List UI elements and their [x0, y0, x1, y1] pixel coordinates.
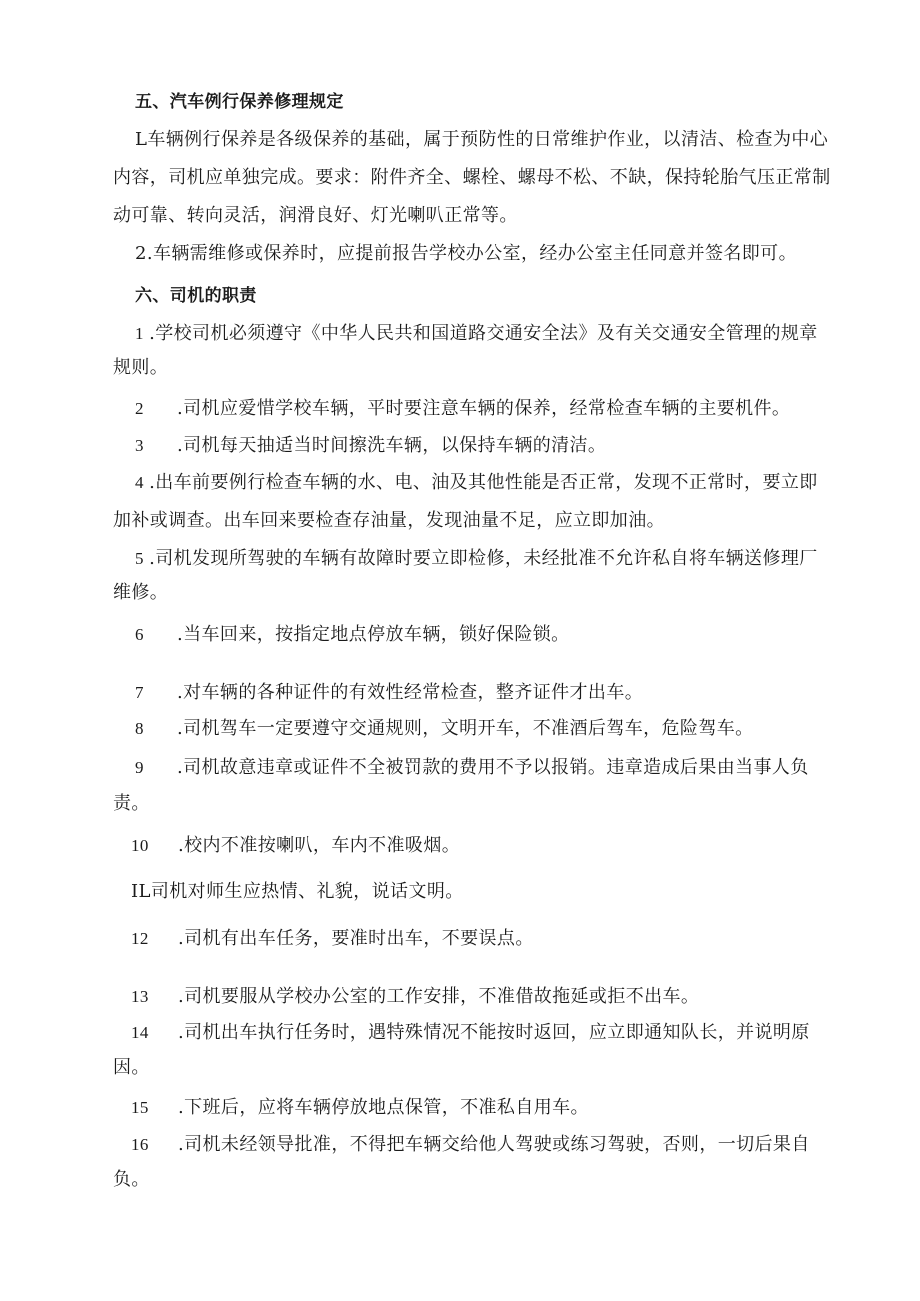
s6-item-1-cont: 规则。: [113, 357, 169, 378]
s5-item2: 2.车辆需维修或保养时，应提前报告学校办公室，经办公室主任同意并签名即可。: [135, 243, 797, 264]
item-number: 3: [135, 436, 144, 455]
s6-item-9: [135, 756, 809, 780]
s6-item-14-cont: 因。: [113, 1057, 150, 1078]
s5-item1-line3: 动可靠、转向灵活，润滑良好、灯光喇叭正常等。: [113, 205, 518, 226]
s5-item1-line2: 内容，司机应单独完成。要求：附件齐全、螺栓、螺母不松、不缺，保持轮胎气压正常制: [113, 167, 831, 188]
item-number: 2: [135, 399, 144, 418]
s5-item1-line1: L车辆例行保养是各级保养的基础，属于预防性的日常维护作业，以清洁、检查为中心: [135, 129, 829, 150]
s6-item-16: [131, 1133, 810, 1157]
s6-item-13: [131, 985, 699, 1009]
item-text: .司机应爱惜学校车辆，平时要注意车辆的保养，经常检查车辆的主要机件。: [177, 398, 791, 419]
item-text: IL司机对师生应热情、礼貌，说话文明。: [131, 881, 464, 902]
item-text: .下班后，应将车辆停放地点保管，不准私自用车。: [178, 1097, 589, 1118]
item-text: .出车前要例行检查车辆的水、电、油及其他性能是否正常，发现不正常时，要立即: [143, 472, 818, 493]
s6-item-9-cont: 责。: [113, 793, 150, 814]
s6-item-3: [135, 434, 606, 458]
section6-heading: 六、司机的职责: [135, 286, 257, 306]
s6-item-12: [131, 927, 534, 951]
item-number: 6: [135, 625, 144, 644]
item-number: 15: [131, 1098, 149, 1117]
item-text: .司机故意违章或证件不全被罚款的费用不予以报销。违章造成后果由当事人负: [177, 757, 809, 778]
item-text: .对车辆的各种证件的有效性经常检查，整齐证件才出车。: [177, 682, 644, 703]
item-number: 14: [131, 1023, 149, 1042]
s6-item-4-cont: 加补或调查。出车回来要检查存油量，发现油量不足，应立即加油。: [113, 510, 665, 531]
s6-item-16-cont: 负。: [113, 1169, 150, 1190]
s6-item-6: [135, 623, 570, 647]
item-number: 4: [135, 473, 144, 492]
item-number: 16: [131, 1135, 149, 1154]
item-number: 13: [131, 987, 149, 1006]
s6-item-2: [135, 397, 790, 421]
s6-item-1: [135, 322, 818, 346]
item-text: .司机发现所驾驶的车辆有故障时要立即检修，未经批准不允许私自将车辆送修理厂: [143, 548, 818, 569]
item-number: 1: [135, 324, 144, 343]
s6-item-5-cont: 维修。: [113, 582, 169, 603]
s6-item-5: [135, 547, 818, 571]
item-text: .司机有出车任务，要准时出车，不要误点。: [178, 928, 534, 949]
s6-item-7: [135, 681, 643, 705]
item-text: .司机每天抽适当时间擦洗车辆，以保持车辆的清洁。: [177, 435, 607, 456]
s6-item-8: [135, 717, 754, 741]
item-number: 12: [131, 929, 149, 948]
s6-item-4: [135, 471, 818, 495]
item-number: 8: [135, 719, 144, 738]
s6-item-11: [131, 880, 464, 904]
s6-item-14: [131, 1021, 810, 1045]
item-number: 10: [131, 836, 149, 855]
s6-item-10: [131, 834, 460, 858]
item-text: .学校司机必须遵守《中华人民共和国道路交通安全法》及有关交通安全管理的规章: [143, 323, 818, 344]
item-text: .校内不准按喇叭，车内不准吸烟。: [178, 835, 461, 856]
item-number: 9: [135, 758, 144, 777]
item-text: .当车回来，按指定地点停放车辆，锁好保险锁。: [177, 624, 570, 645]
item-text: .司机未经领导批准，不得把车辆交给他人驾驶或练习驾驶，否则，一切后果自: [178, 1134, 810, 1155]
section5-heading: 五、汽车例行保养修理规定: [135, 92, 344, 112]
item-number: 7: [135, 683, 144, 702]
item-text: .司机驾车一定要遵守交通规则，文明开车，不准酒后驾车，危险驾车。: [177, 718, 754, 739]
s6-item-15: [131, 1096, 589, 1120]
item-text: .司机要服从学校办公室的工作安排，不准借故拖延或拒不出车。: [178, 986, 700, 1007]
item-number: 5: [135, 549, 144, 568]
item-text: .司机出车执行任务时，遇特殊情况不能按时返回，应立即通知队长，并说明原: [178, 1022, 810, 1043]
